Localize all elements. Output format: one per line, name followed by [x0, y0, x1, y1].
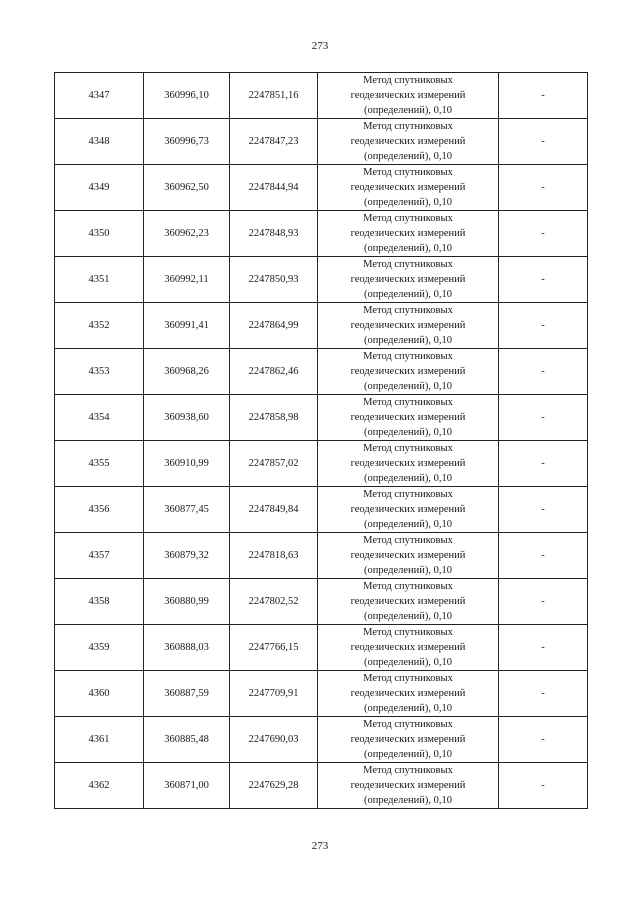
method-line: Метод спутниковых [363, 581, 453, 592]
method-cell [318, 349, 499, 395]
method-line: геодезических измерений [350, 458, 466, 469]
method-cell [318, 579, 499, 625]
method-line: Метод спутниковых [363, 121, 453, 132]
coordinate-x-cell: 360991,41 [144, 303, 230, 349]
coordinates-table [54, 72, 588, 809]
coordinate-y-cell: 2247847,23 [230, 119, 318, 165]
method-cell [318, 257, 499, 303]
coordinate-y-cell: 2247766,15 [230, 625, 318, 671]
method-line: геодезических измерений [350, 412, 466, 423]
description-cell: - [499, 165, 588, 211]
description-cell: - [499, 303, 588, 349]
method-line: геодезических измерений [350, 504, 466, 515]
method-cell [318, 487, 499, 533]
method-line: (определений), 0,10 [363, 243, 453, 254]
table-row [55, 671, 588, 717]
coordinate-y-cell: 2247690,03 [230, 717, 318, 763]
table-row [55, 211, 588, 257]
method-cell [318, 119, 499, 165]
coordinate-y-cell: 2247851,16 [230, 73, 318, 119]
method-line: Метод спутниковых [363, 259, 453, 270]
method-cell [318, 165, 499, 211]
table-row [55, 395, 588, 441]
coordinate-y-cell: 2247849,84 [230, 487, 318, 533]
method-line: (определений), 0,10 [363, 611, 453, 622]
description-cell: - [499, 349, 588, 395]
table-row [55, 165, 588, 211]
description-cell: - [499, 441, 588, 487]
method-line: геодезических измерений [350, 274, 466, 285]
description-cell: - [499, 625, 588, 671]
method-line: (определений), 0,10 [363, 473, 453, 484]
coordinate-y-cell: 2247858,98 [230, 395, 318, 441]
method-cell [318, 73, 499, 119]
point-number-cell: 4356 [55, 487, 144, 533]
description-cell: - [499, 257, 588, 303]
method-line: геодезических измерений [350, 136, 466, 147]
coordinate-y-cell: 2247844,94 [230, 165, 318, 211]
coordinate-x-cell: 360910,99 [144, 441, 230, 487]
table-row [55, 717, 588, 763]
coordinate-x-cell: 360885,48 [144, 717, 230, 763]
method-line: Метод спутниковых [363, 489, 453, 500]
method-line: Метод спутниковых [363, 167, 453, 178]
method-line: (определений), 0,10 [363, 197, 453, 208]
description-cell: - [499, 579, 588, 625]
table-row [55, 257, 588, 303]
method-cell [318, 441, 499, 487]
coordinate-y-cell: 2247629,28 [230, 763, 318, 809]
point-number-cell: 4354 [55, 395, 144, 441]
method-cell [318, 625, 499, 671]
coordinates-table-body [55, 73, 588, 809]
method-line: (определений), 0,10 [363, 749, 453, 760]
description-cell: - [499, 73, 588, 119]
method-cell [318, 671, 499, 717]
method-line: геодезических измерений [350, 320, 466, 331]
method-line: геодезических измерений [350, 90, 466, 101]
coordinate-y-cell: 2247857,02 [230, 441, 318, 487]
table-row [55, 119, 588, 165]
table-row [55, 303, 588, 349]
table-row [55, 349, 588, 395]
coordinate-x-cell: 360938,60 [144, 395, 230, 441]
description-cell: - [499, 717, 588, 763]
coordinate-y-cell: 2247862,46 [230, 349, 318, 395]
method-line: Метод спутниковых [363, 719, 453, 730]
coordinate-y-cell: 2247864,99 [230, 303, 318, 349]
description-cell: - [499, 763, 588, 809]
method-line: (определений), 0,10 [363, 381, 453, 392]
point-number-cell: 4362 [55, 763, 144, 809]
method-line: (определений), 0,10 [363, 703, 453, 714]
method-line: Метод спутниковых [363, 75, 453, 86]
method-cell [318, 717, 499, 763]
point-number-cell: 4350 [55, 211, 144, 257]
method-line: геодезических измерений [350, 550, 466, 561]
point-number-cell: 4352 [55, 303, 144, 349]
description-cell: - [499, 533, 588, 579]
method-line: (определений), 0,10 [363, 427, 453, 438]
method-line: Метод спутниковых [363, 535, 453, 546]
table-row [55, 579, 588, 625]
method-cell [318, 303, 499, 349]
coordinate-x-cell: 360992,11 [144, 257, 230, 303]
method-line: Метод спутниковых [363, 673, 453, 684]
method-cell [318, 395, 499, 441]
page-number-top: 273 [311, 40, 329, 52]
point-number-cell: 4361 [55, 717, 144, 763]
table-row [55, 625, 588, 671]
coordinate-y-cell: 2247818,63 [230, 533, 318, 579]
coordinate-x-cell: 360996,73 [144, 119, 230, 165]
table-row [55, 763, 588, 809]
coordinate-y-cell: 2247850,93 [230, 257, 318, 303]
method-line: Метод спутниковых [363, 351, 453, 362]
method-line: геодезических измерений [350, 596, 466, 607]
coordinate-y-cell: 2247709,91 [230, 671, 318, 717]
method-line: (определений), 0,10 [363, 795, 453, 806]
description-cell: - [499, 395, 588, 441]
method-line: (определений), 0,10 [363, 565, 453, 576]
method-line: (определений), 0,10 [363, 105, 453, 116]
coordinate-y-cell: 2247848,93 [230, 211, 318, 257]
method-line: геодезических измерений [350, 228, 466, 239]
description-cell: - [499, 487, 588, 533]
method-line: геодезических измерений [350, 366, 466, 377]
point-number-cell: 4357 [55, 533, 144, 579]
method-cell [318, 533, 499, 579]
point-number-cell: 4351 [55, 257, 144, 303]
coordinate-x-cell: 360996,10 [144, 73, 230, 119]
method-line: Метод спутниковых [363, 627, 453, 638]
table-row [55, 441, 588, 487]
method-line: Метод спутниковых [363, 397, 453, 408]
method-cell [318, 211, 499, 257]
coordinate-x-cell: 360877,45 [144, 487, 230, 533]
coordinate-x-cell: 360962,23 [144, 211, 230, 257]
point-number-cell: 4359 [55, 625, 144, 671]
coordinate-x-cell: 360888,03 [144, 625, 230, 671]
table-row [55, 533, 588, 579]
point-number-cell: 4353 [55, 349, 144, 395]
point-number-cell: 4348 [55, 119, 144, 165]
method-line: геодезических измерений [350, 642, 466, 653]
table-row [55, 73, 588, 119]
method-line: (определений), 0,10 [363, 289, 453, 300]
table-row [55, 487, 588, 533]
coordinate-x-cell: 360962,50 [144, 165, 230, 211]
coordinate-x-cell: 360887,59 [144, 671, 230, 717]
page-number-bottom: 273 [311, 840, 329, 852]
method-line: Метод спутниковых [363, 305, 453, 316]
method-line: (определений), 0,10 [363, 657, 453, 668]
coordinate-x-cell: 360880,99 [144, 579, 230, 625]
method-line: Метод спутниковых [363, 765, 453, 776]
point-number-cell: 4349 [55, 165, 144, 211]
coordinate-x-cell: 360871,00 [144, 763, 230, 809]
point-number-cell: 4355 [55, 441, 144, 487]
point-number-cell: 4360 [55, 671, 144, 717]
method-line: геодезических измерений [350, 182, 466, 193]
method-line: геодезических измерений [350, 688, 466, 699]
method-line: (определений), 0,10 [363, 519, 453, 530]
method-line: (определений), 0,10 [363, 335, 453, 346]
method-line: геодезических измерений [350, 734, 466, 745]
method-line: Метод спутниковых [363, 213, 453, 224]
description-cell: - [499, 211, 588, 257]
description-cell: - [499, 671, 588, 717]
point-number-cell: 4358 [55, 579, 144, 625]
method-cell [318, 763, 499, 809]
description-cell: - [499, 119, 588, 165]
method-line: (определений), 0,10 [363, 151, 453, 162]
coordinate-y-cell: 2247802,52 [230, 579, 318, 625]
method-line: Метод спутниковых [363, 443, 453, 454]
coordinate-x-cell: 360968,26 [144, 349, 230, 395]
method-line: геодезических измерений [350, 780, 466, 791]
point-number-cell: 4347 [55, 73, 144, 119]
coordinate-x-cell: 360879,32 [144, 533, 230, 579]
